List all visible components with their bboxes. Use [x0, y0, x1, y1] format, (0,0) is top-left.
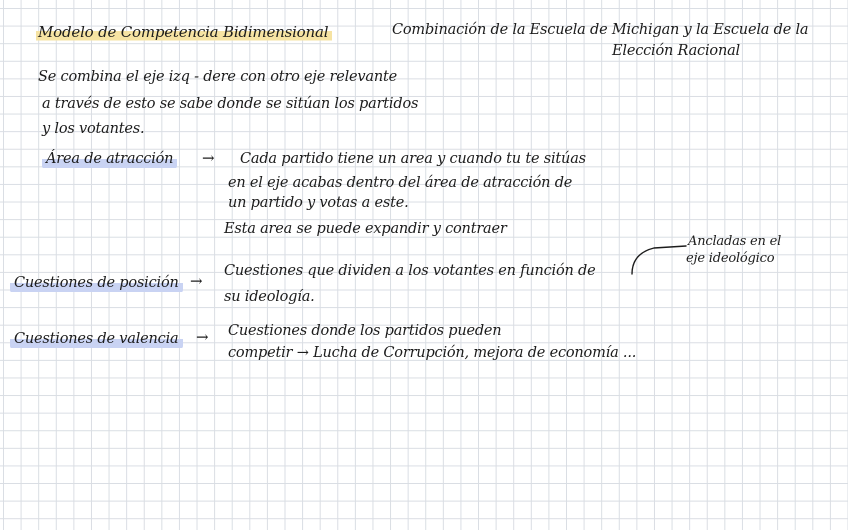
cuestiones-valencia-label: Cuestiones de valencia	[10, 332, 183, 349]
arrow-icon: →	[202, 149, 215, 167]
anchored-line-2: eje ideológico	[686, 251, 775, 266]
intro-line-3: y los votantes.	[42, 121, 145, 137]
valence-line-1: Cuestiones donde los partidos pueden	[228, 323, 502, 339]
page-title: Modelo de Competencia Bidimensional	[36, 25, 332, 42]
valence-competir-text: competir	[228, 345, 293, 361]
arrow-icon: →	[196, 328, 209, 346]
arrow-icon: →	[296, 345, 309, 361]
cuestiones-posicion-label: Cuestiones de posición	[10, 276, 183, 293]
combination-line-1: Combinación de la Escuela de Michigan y la Escuela de la	[392, 22, 809, 38]
bracket-line-icon	[624, 240, 694, 280]
arrow-icon: →	[190, 272, 203, 290]
valence-line-2	[228, 346, 636, 361]
position-line-1: Cuestiones que dividen a los votantes en función de	[224, 263, 596, 279]
area-line-3: un partido y votas a este.	[228, 195, 409, 211]
area-line-4: Esta area se puede expandir y contraer	[224, 221, 507, 237]
anchored-line-1: Ancladas en el	[688, 234, 782, 249]
area-line-2: en el eje acabas dentro del área de atracción de	[228, 175, 573, 191]
combination-line-2: Elección Racional	[612, 43, 740, 59]
area-atraccion-label: Área de atracción	[42, 152, 177, 169]
position-line-2: su ideología.	[224, 289, 315, 305]
intro-line-2: a través de esto se sabe donde se sitúan los partidos	[42, 96, 419, 112]
intro-line-1: Se combina el eje izq - dere con otro eje relevante	[38, 69, 397, 85]
valence-examples-text: Lucha de Corrupción, mejora de economía ...	[313, 345, 637, 361]
area-line-1: Cada partido tiene un area y cuando tu te sitúas	[240, 151, 586, 167]
